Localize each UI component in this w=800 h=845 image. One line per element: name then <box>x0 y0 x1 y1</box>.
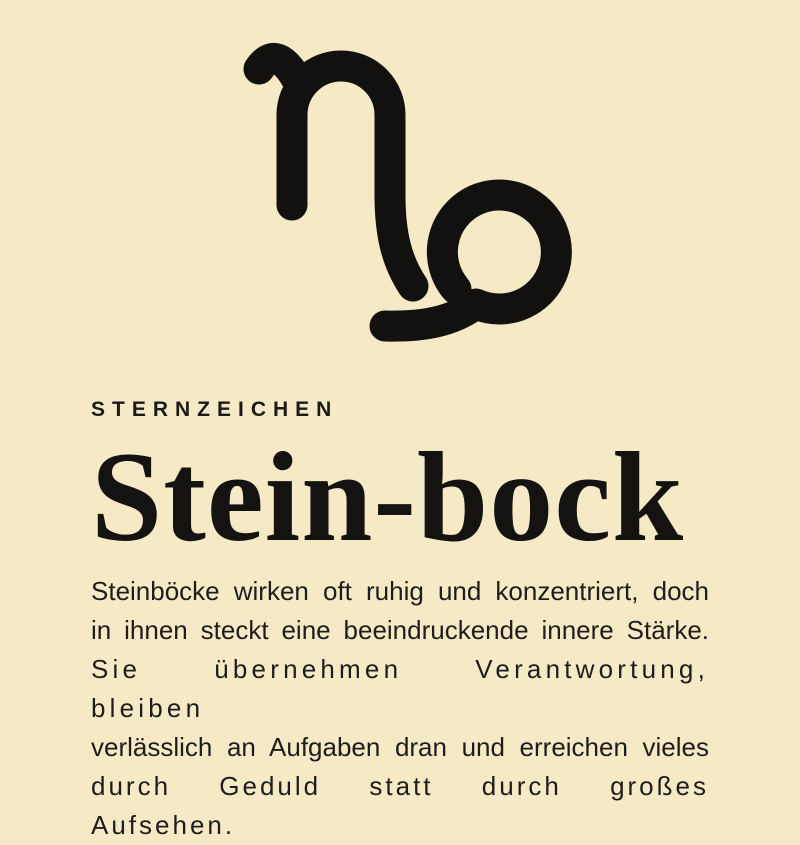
capricorn-icon <box>220 30 580 360</box>
description-line: Sie übernehmen Verantwortung, bleiben <box>91 654 709 723</box>
zodiac-card <box>0 30 800 840</box>
text-column <box>0 397 800 845</box>
page-title: Stein-bock <box>91 426 685 568</box>
zodiac-symbol-container <box>220 30 580 360</box>
description-line: durch Geduld statt durch großes Aufsehen. <box>91 771 709 840</box>
description-line: in ihnen steckt eine beeindruckende innere Stärke. <box>91 615 709 645</box>
description-paragraph <box>91 572 709 845</box>
description-line: Steinböcke wirken oft ruhig und konzentriert, doch <box>91 576 709 606</box>
capricorn-body-stroke <box>292 66 413 286</box>
description-line: verlässlich an Aufgaben dran und erreichen vieles <box>91 732 709 762</box>
kicker-label: STERNZEICHEN <box>91 398 339 421</box>
